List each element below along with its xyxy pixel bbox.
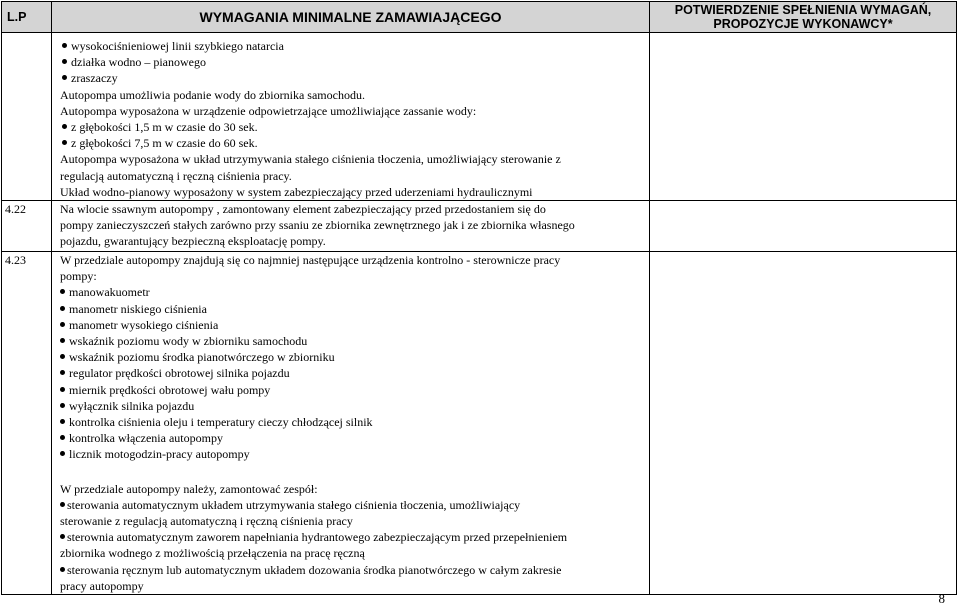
bullet-icon: [60, 435, 65, 440]
bullet-line: wysokociśnieniowej linii szybkiego natarcia: [52, 38, 649, 54]
table-row: [2, 252, 957, 595]
bullet-icon: [60, 451, 65, 456]
bullet-icon: [60, 306, 65, 311]
list-item: kontrolka włączenia autopompy: [52, 430, 649, 446]
header-confirmation-line1: POTWIERDZENIE SPEŁNIENIA WYMAGAŃ,: [674, 3, 932, 17]
page-number: 8: [938, 591, 945, 606]
list-item: wyłącznik silnika pojazdu: [52, 398, 649, 414]
bullet-icon: [60, 370, 65, 375]
bullet-icon: [60, 289, 65, 294]
list-item: sterowania automatycznym układem utrzymywania stałego ciśnienia tłoczenia, umożliwiający: [52, 497, 649, 513]
text-line: pojazdu, gwarantujący bezpieczną eksploatację pompy.: [60, 234, 326, 249]
text-line: regulacją automatyczną i ręczną ciśnienia pracy.: [60, 168, 292, 183]
bullet-line: działka wodno – pianowego: [52, 54, 649, 70]
list-item: pracy autopompy: [60, 578, 144, 593]
text-line: pompy:: [60, 269, 97, 284]
bullet-icon: [60, 354, 65, 359]
bullet-line: zraszaczy: [52, 70, 649, 86]
lp-cell: 4.23: [2, 252, 52, 595]
bullet-icon: [60, 502, 65, 507]
header-lp: L.P: [2, 2, 52, 33]
bullet-icon: [62, 140, 67, 145]
lp-cell: 4.22: [2, 201, 52, 252]
bullet-icon: [60, 567, 65, 572]
bullet-line: z głębokości 7,5 m w czasie do 60 sek.: [52, 135, 649, 151]
list-item: sterowanie z regulacją automatyczną i ręczną ciśnienia pracy: [60, 514, 353, 529]
requirement-cell: [52, 33, 650, 201]
text-line: Układ wodno-pianowy wyposażony w system zabezpieczający przed uderzeniami hydraulicznymi: [60, 184, 533, 199]
list-item: manowakuometr: [52, 284, 649, 300]
spacer: [52, 463, 649, 481]
header-confirmation-line2: PROPOZYCJE WYKONAWCY*: [713, 17, 893, 31]
bullet-icon: [60, 338, 65, 343]
list-item: sterownia automatycznym zaworem napełniania hydrantowego zabezpieczającym przed przepełnieniem: [52, 529, 649, 545]
list-item: sterowania ręcznym lub automatycznym układem dozowania środka pianotwórczego w całym zakresie: [52, 562, 649, 578]
text-line: Autopompa wyposażona w urządzenie odpowietrzające umożliwiające zassanie wody:: [60, 103, 477, 118]
list-item: manometr niskiego ciśnienia: [52, 301, 649, 317]
requirement-cell: [52, 252, 650, 595]
text-line: pompy zanieczyszczeń stałych zarówno przy ssaniu ze zbiornika zewnętrznego jak i ze zbiornika własnego: [60, 218, 575, 233]
bullet-icon: [62, 59, 67, 64]
bullet-icon: [62, 43, 67, 48]
table-row: [2, 33, 957, 201]
text-line: Autopompa umożliwia podanie wody do zbiornika samochodu.: [60, 87, 365, 102]
list-item: miernik prędkości obrotowej wału pompy: [52, 382, 649, 398]
list-item: regulator prędkości obrotowej silnika pojazdu: [52, 365, 649, 381]
bullet-icon: [60, 387, 65, 392]
requirements-table: [1, 1, 957, 595]
lp-cell: [2, 33, 52, 201]
list-item: kontrolka ciśnienia oleju i temperatury cieczy chłodzącej silnik: [52, 414, 649, 430]
requirement-cell: [52, 201, 650, 252]
confirmation-cell[interactable]: [650, 252, 957, 595]
list-item: wskaźnik poziomu wody w zbiorniku samochodu: [52, 333, 649, 349]
list-item: wskaźnik poziomu środka pianotwórczego w zbiorniku: [52, 349, 649, 365]
table-header-row: [2, 2, 957, 33]
confirmation-cell[interactable]: [650, 33, 957, 201]
bullet-icon: [62, 124, 67, 129]
text-line: W przedziale autopompy należy, zamontować zespół:: [60, 481, 318, 496]
table-row: [2, 201, 957, 252]
bullet-line: z głębokości 1,5 m w czasie do 30 sek.: [52, 119, 649, 135]
header-requirements: WYMAGANIA MINIMALNE ZAMAWIAJĄCEGO: [52, 2, 650, 33]
assembly-list: [52, 497, 649, 594]
list-item: manometr wysokiego ciśnienia: [52, 317, 649, 333]
bullet-icon: [60, 322, 65, 327]
bullet-icon: [60, 419, 65, 424]
confirmation-cell[interactable]: [650, 201, 957, 252]
bullet-icon: [60, 534, 65, 539]
text-line: W przedziale autopompy znajdują się co najmniej następujące urządzenia kontrolno - sterownicze pracy: [60, 253, 561, 268]
bullet-icon: [62, 75, 67, 80]
list-item: licznik motogodzin-pracy autopompy: [52, 446, 649, 462]
header-confirmation: [650, 2, 957, 33]
list-item: zbiornika wodnego z możliwością przełączenia na pracę ręczną: [60, 546, 365, 561]
text-line: Autopompa wyposażona w układ utrzymywania stałego ciśnienia tłoczenia, umożliwiający sterowanie z: [60, 152, 561, 167]
text-line: Na wlocie ssawnym autopompy , zamontowany element zabezpieczający przed przedostaniem się do: [60, 202, 546, 217]
bullet-icon: [60, 403, 65, 408]
device-list: [52, 284, 649, 462]
